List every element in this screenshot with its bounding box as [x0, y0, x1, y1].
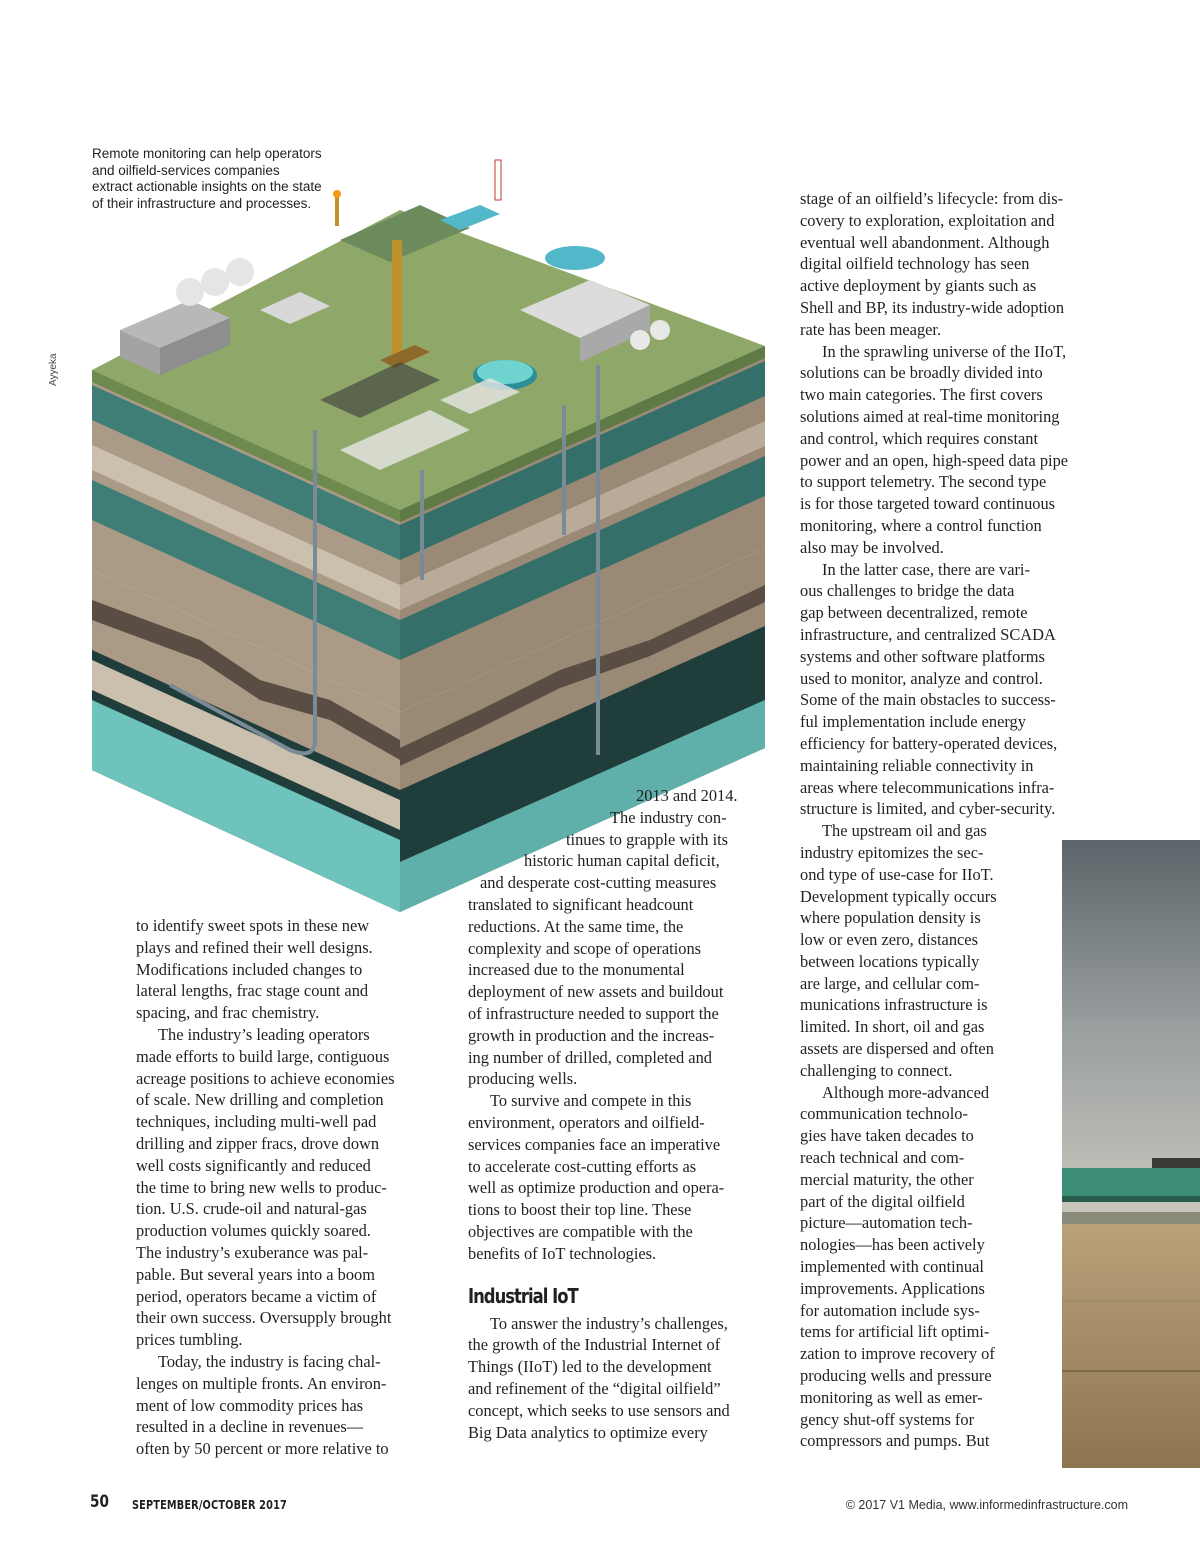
text-line: objectives are compatible with the	[468, 1221, 693, 1241]
text-line: gap between decentralized, remote	[800, 603, 1028, 623]
copyright-notice: © 2017 V1 Media, www.informedinfrastructure.com	[845, 1498, 1128, 1512]
paragraph	[800, 188, 1120, 341]
text-line: increased due to the monumental	[468, 960, 685, 980]
text-line: tion. U.S. crude-oil and natural-gas	[136, 1199, 367, 1219]
text-line: two main categories. The first covers	[800, 385, 1043, 405]
text-line: digital oilfield technology has seen	[800, 254, 1030, 274]
text-line: assets are dispersed and often	[800, 1039, 994, 1059]
text-line: drilling and zipper fracs, drove down	[136, 1133, 380, 1153]
text-line: pable. But several years into a boom	[136, 1264, 375, 1284]
page-number: 50	[90, 1492, 109, 1512]
text-line: munications infrastructure is	[800, 995, 988, 1015]
text-line: acreage positions to achieve economies	[136, 1068, 395, 1088]
text-line: ous challenges to bridge the data	[800, 581, 1015, 601]
paragraph	[468, 1090, 788, 1264]
text-line: In the sprawling universe of the IIoT,	[822, 341, 1067, 361]
text-line: Things (IIoT) led to the development	[468, 1357, 712, 1377]
paragraph	[136, 915, 456, 1024]
text-line: part of the digital oilfield	[800, 1191, 965, 1211]
text-line: to support telemetry. The second type	[800, 472, 1047, 492]
text-line: areas where telecommunications infra-	[800, 777, 1055, 797]
text-line: Development typically occurs	[800, 886, 997, 906]
text-line: services companies face an imperative	[468, 1134, 721, 1154]
caption-line: and oilfield-services companies	[92, 162, 280, 178]
text-line: are large, and cellular com-	[800, 973, 980, 993]
text-line: between locations typically	[800, 951, 980, 971]
text-line: limited. In short, oil and gas	[800, 1017, 985, 1037]
text-line: and desperate cost-cutting measures	[480, 873, 717, 893]
text-line: 2013 and 2014.	[636, 786, 738, 805]
text-line: deployment of new assets and buildout	[468, 982, 724, 1002]
text-line: the time to bring new wells to produc-	[136, 1177, 387, 1197]
text-line: used to monitor, analyze and control.	[800, 668, 1043, 688]
text-line: lateral lengths, frac stage count and	[136, 981, 369, 1001]
text-line: To survive and compete in this	[490, 1091, 692, 1111]
caption-line: Remote monitoring can help operators	[92, 146, 322, 161]
text-line: tems for artificial lift optimi-	[800, 1322, 990, 1342]
text-line: the growth of the Industrial Internet of	[468, 1335, 721, 1355]
text-line: growth in production and the increas-	[468, 1025, 715, 1045]
text-line: resulted in a decline in revenues—	[136, 1417, 364, 1437]
text-line: The upstream oil and gas	[822, 821, 987, 841]
text-line: low or even zero, distances	[800, 930, 978, 950]
text-line: prices tumbling.	[136, 1330, 243, 1350]
text-line: is for those targeted toward continuous	[800, 494, 1056, 514]
text-line: of infrastructure needed to support the	[468, 1003, 719, 1023]
text-line: producing wells and pressure	[800, 1366, 992, 1386]
text-line: often by 50 percent or more relative to	[136, 1439, 389, 1459]
text-line: structure is limited, and cyber-security.	[800, 799, 1056, 819]
text-column-1	[136, 915, 456, 1460]
issue-date: SEPTEMBER/OCTOBER 2017	[132, 1497, 287, 1512]
text-line: of scale. New drilling and completion	[136, 1090, 384, 1110]
text-line: tinues to grapple with its	[566, 829, 729, 849]
text-line: covery to exploration, exploitation and	[800, 210, 1055, 230]
text-line: Although more-advanced	[822, 1082, 990, 1102]
text-line: well costs significantly and reduced	[136, 1155, 371, 1175]
text-line: environment, operators and oilfield-	[468, 1112, 705, 1132]
text-line: made efforts to build large, contiguous	[136, 1046, 390, 1066]
text-line: and refinement of the “digital oilfield”	[468, 1378, 721, 1398]
text-line: Some of the main obstacles to success-	[800, 690, 1056, 710]
text-line: eventual well abandonment. Although	[800, 232, 1050, 252]
text-line: infrastructure, and centralized SCADA	[800, 624, 1056, 644]
text-line: gies have taken decades to	[800, 1126, 974, 1146]
text-line: plays and refined their well designs.	[136, 937, 373, 957]
text-line: communication technolo-	[800, 1104, 968, 1124]
text-line: The industry’s leading operators	[158, 1024, 370, 1044]
paragraph	[468, 785, 788, 1090]
text-line: and control, which requires constant	[800, 428, 1039, 448]
text-line: ond type of use-case for IIoT.	[800, 864, 994, 884]
text-line: ing number of drilled, completed and	[468, 1047, 712, 1067]
text-line: benefits of IoT technologies.	[468, 1243, 657, 1263]
text-line: power and an open, high-speed data pipe	[800, 450, 1069, 470]
text-line: zation to improve recovery of	[800, 1344, 995, 1364]
text-line: Today, the industry is facing chal-	[158, 1351, 381, 1371]
text-line: ment of low commodity prices has	[136, 1395, 364, 1415]
text-line: complexity and scope of operations	[468, 938, 702, 958]
text-line: also may be involved.	[800, 537, 944, 557]
text-line: Modifications included changes to	[136, 959, 363, 979]
text-line: active deployment by giants such as	[800, 276, 1037, 296]
caption-line: of their infrastructure and processes.	[92, 195, 312, 211]
text-line: to identify sweet spots in these new	[136, 916, 370, 935]
text-line: compressors and pumps. But	[800, 1431, 990, 1451]
text-line: Shell and BP, its industry-wide adoption	[800, 297, 1065, 317]
text-line: Big Data analytics to optimize every	[468, 1422, 708, 1442]
text-line: for automation include sys-	[800, 1300, 980, 1320]
caption-line: extract actionable insights on the state	[92, 179, 322, 194]
text-line: The industry con-	[610, 807, 727, 827]
text-line: translated to significant headcount	[468, 894, 694, 914]
text-line: where population density is	[800, 908, 981, 928]
text-line: period, operators became a victim of	[136, 1286, 377, 1306]
text-line: gency shut-off systems for	[800, 1409, 975, 1429]
text-line: solutions aimed at real-time monitoring	[800, 406, 1060, 426]
text-line: tions to boost their top line. These	[468, 1200, 692, 1220]
text-line: producing wells.	[468, 1069, 578, 1089]
text-line: reach technical and com-	[800, 1148, 965, 1168]
text-line: solutions can be broadly divided into	[800, 363, 1043, 383]
text-line: historic human capital deficit,	[524, 851, 720, 871]
text-column-2	[468, 785, 788, 1443]
text-line: The industry’s exuberance was pal-	[136, 1242, 369, 1262]
paragraph	[136, 1351, 456, 1460]
text-line: improvements. Applications	[800, 1278, 985, 1298]
figure-caption	[92, 146, 327, 212]
text-line: spacing, and frac chemistry.	[136, 1003, 320, 1023]
text-line: their own success. Oversupply brought	[136, 1308, 392, 1328]
text-line: nologies—has been actively	[800, 1235, 985, 1255]
paragraph	[468, 1313, 788, 1444]
text-line: techniques, including multi-well pad	[136, 1112, 377, 1132]
text-line: mercial maturity, the other	[800, 1169, 974, 1189]
text-line: In the latter case, there are vari-	[822, 559, 1030, 579]
text-line: monitoring, where a control function	[800, 515, 1042, 535]
paragraph	[800, 341, 1120, 559]
text-line: well as optimize production and opera-	[468, 1178, 725, 1198]
pipeline-landscape-photo	[1062, 840, 1200, 1468]
paragraph	[800, 559, 1120, 821]
paragraph	[136, 1024, 456, 1351]
text-line: efficiency for battery-operated devices,	[800, 733, 1058, 753]
text-line: systems and other software platforms	[800, 646, 1045, 666]
text-line: maintaining reliable connectivity in	[800, 755, 1034, 775]
text-line: concept, which seeks to use sensors and	[468, 1400, 730, 1420]
text-line: To answer the industry’s challenges,	[490, 1313, 728, 1333]
section-heading: Industrial IoT	[468, 1283, 578, 1308]
text-line: picture—automation tech-	[800, 1213, 973, 1233]
text-line: implemented with continual	[800, 1257, 984, 1277]
photo-credit: Ayyeka	[48, 353, 59, 386]
text-line: industry epitomizes the sec-	[800, 842, 984, 862]
text-line: monitoring as well as emer-	[800, 1387, 983, 1407]
text-line: ful implementation include energy	[800, 712, 1026, 732]
text-line: to accelerate cost-cutting efforts as	[468, 1156, 697, 1176]
text-line: challenging to connect.	[800, 1060, 953, 1080]
text-line: reductions. At the same time, the	[468, 916, 684, 936]
text-line: production volumes quickly soared.	[136, 1221, 371, 1241]
text-line: lenges on multiple fronts. An environ-	[136, 1373, 387, 1393]
text-line: rate has been meager.	[800, 319, 942, 339]
text-line: stage of an oilfield’s lifecycle: from dis-	[800, 189, 1064, 208]
